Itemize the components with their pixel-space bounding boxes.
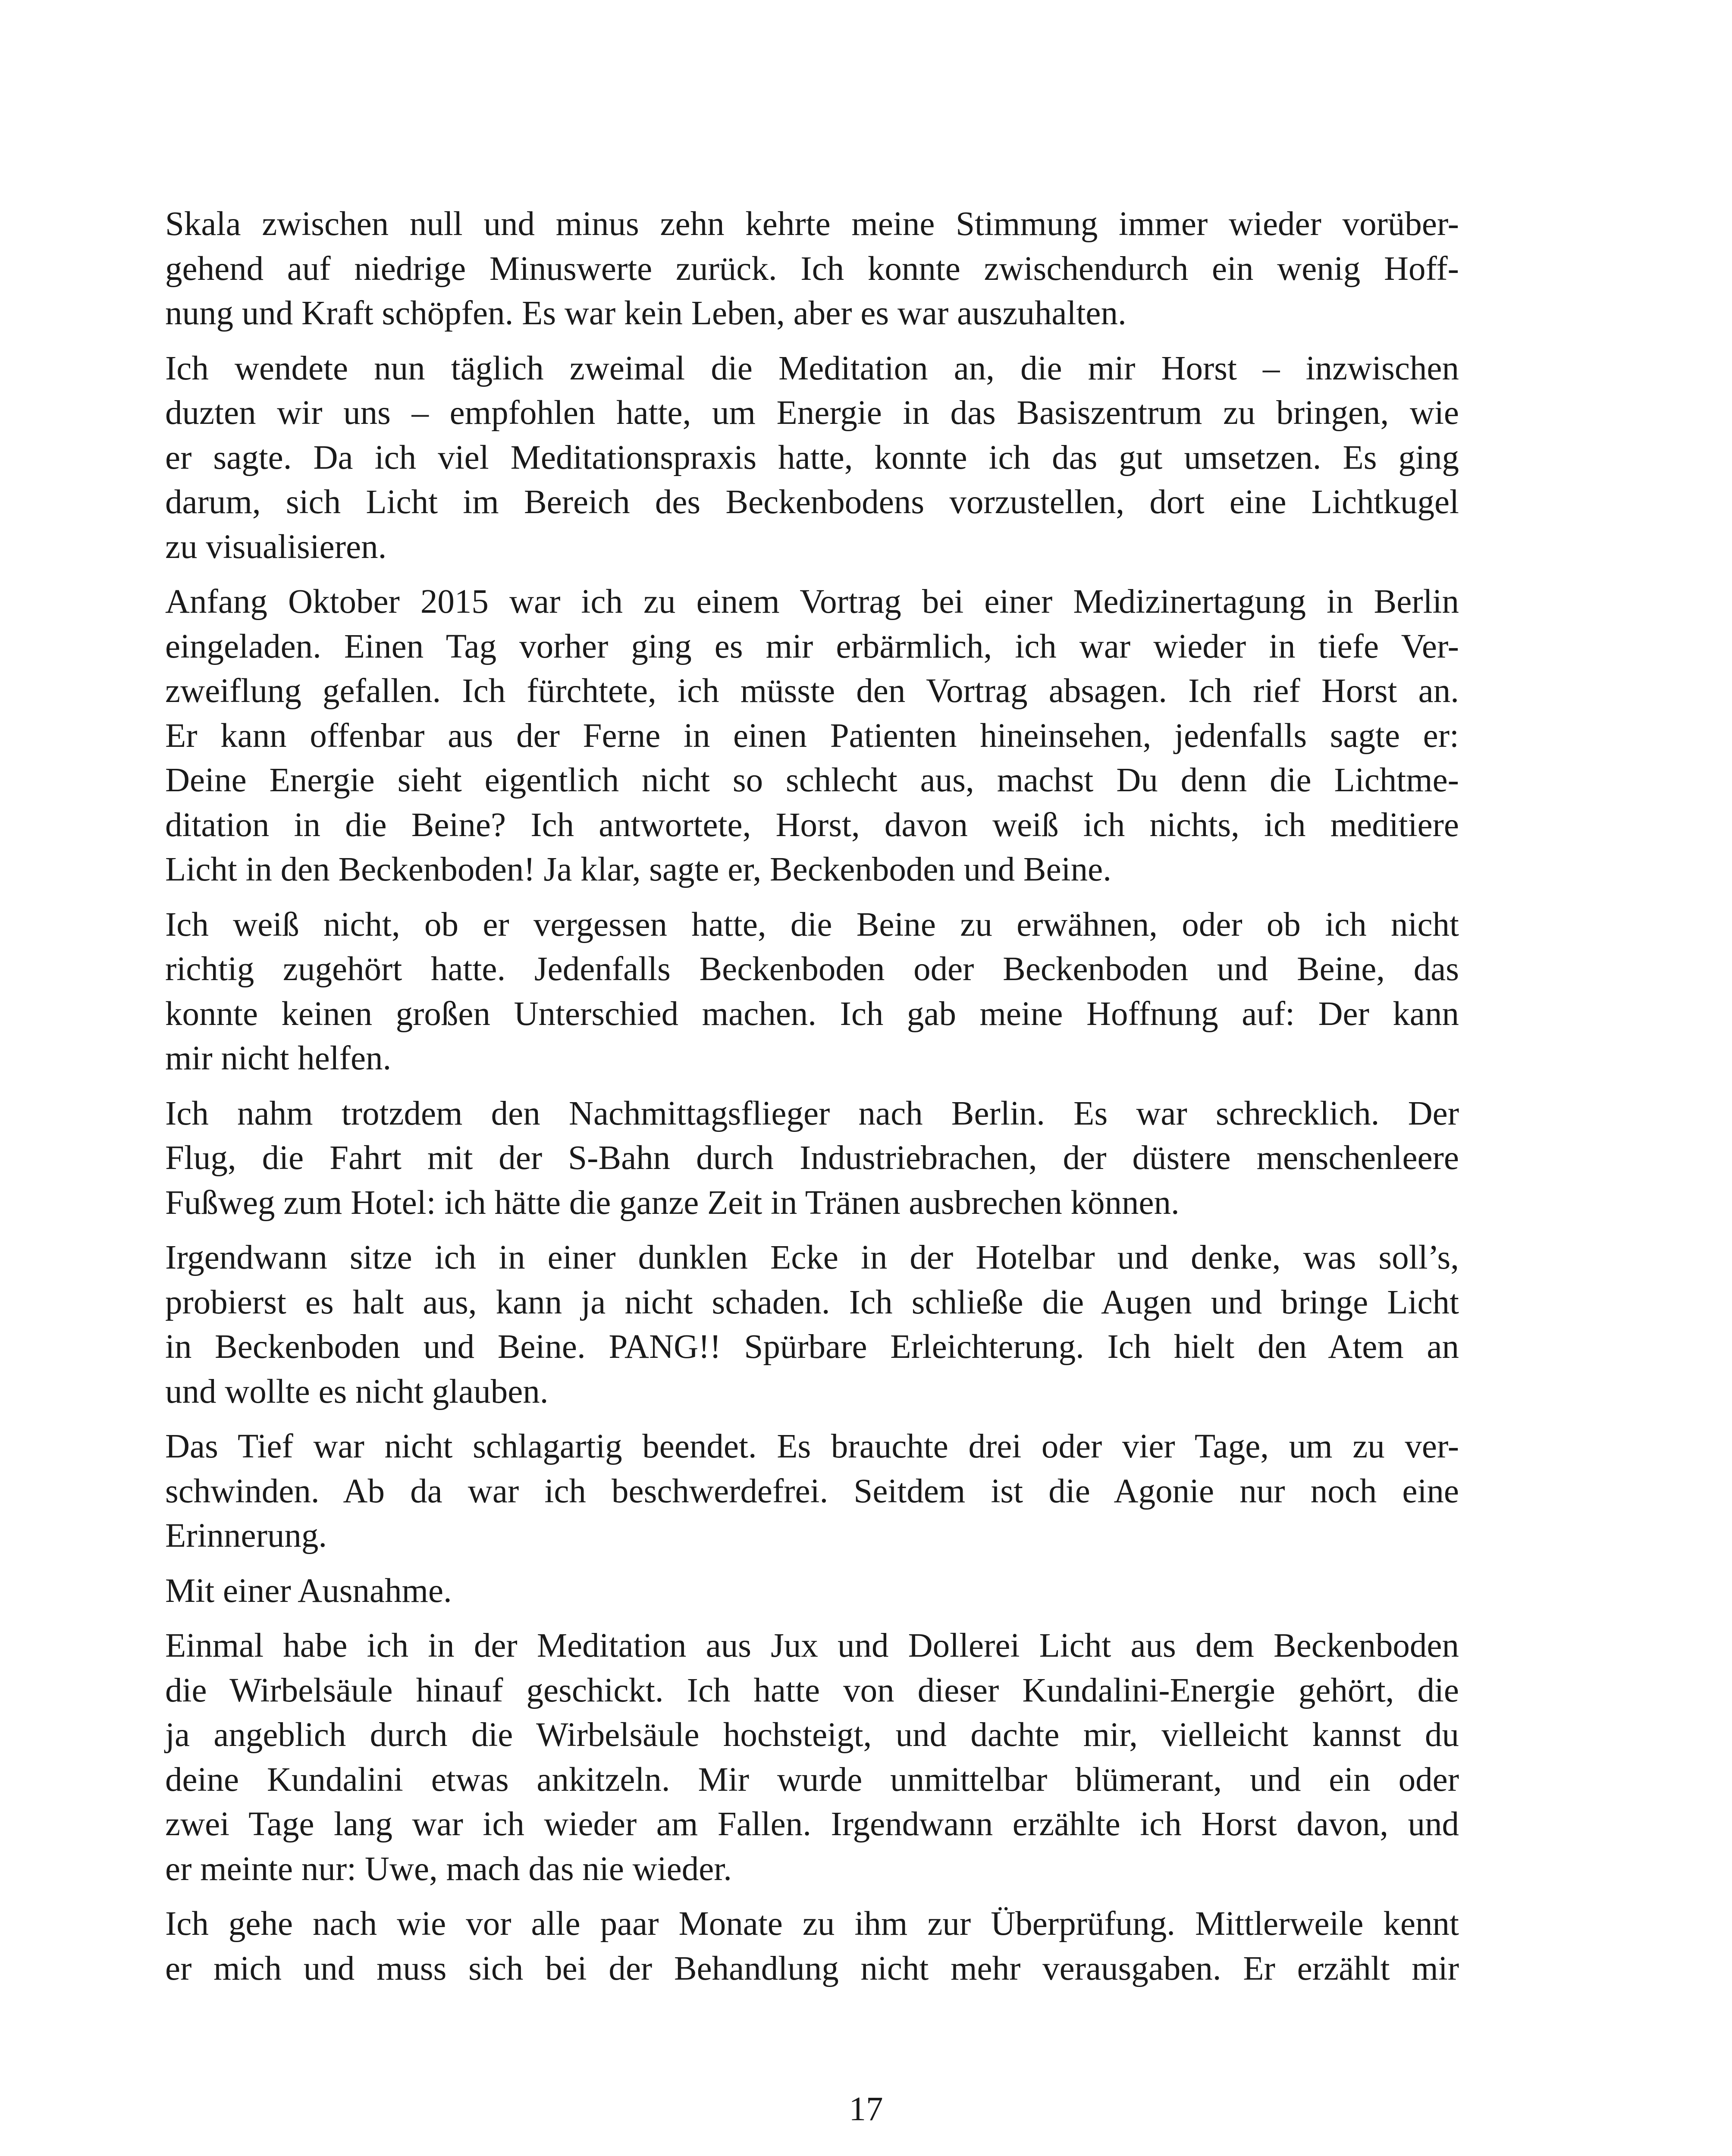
- text-line: Ich gehe nach wie vor alle paar Monate zu ihm zur Überprüfung. Mittlerweile kennt: [165, 1905, 1459, 1943]
- paragraph: [165, 346, 1459, 570]
- paragraph: [165, 580, 1459, 892]
- text-line: konnte keinen großen Unterschied machen. Ich gab meine Hoffnung auf: Der kann: [165, 995, 1459, 1033]
- body-text: [165, 202, 1459, 2001]
- text-line: Er kann offenbar aus der Ferne in einen Patienten hineinsehen, jedenfalls sagte er:: [165, 717, 1459, 755]
- text-line: gehend auf niedrige Minuswerte zurück. Ich konnte zwischendurch ein wenig Hoff-: [165, 250, 1459, 288]
- text-line: richtig zugehört hatte. Jedenfalls Beckenboden oder Beckenboden und Beine, das: [165, 950, 1459, 988]
- text-line: Erinnerung.: [165, 1517, 327, 1554]
- text-line: er mich und muss sich bei der Behandlung nicht mehr verausgaben. Er erzählt mir: [165, 1949, 1459, 1987]
- text-line: Skala zwischen null und minus zehn kehrte meine Stimmung immer wieder vorüber-: [165, 205, 1459, 243]
- text-line: Flug, die Fahrt mit der S-Bahn durch Industriebrachen, der düstere menschenleere: [165, 1139, 1459, 1177]
- paragraph: [165, 1569, 1459, 1614]
- text-line: ja angeblich durch die Wirbelsäule hochsteigt, und dachte mir, vielleicht kannst du: [165, 1716, 1459, 1754]
- paragraph: [165, 202, 1459, 336]
- text-line: ditation in die Beine? Ich antwortete, Horst, davon weiß ich nichts, ich meditiere: [165, 806, 1459, 844]
- text-line: er meinte nur: Uwe, mach das nie wieder.: [165, 1850, 732, 1888]
- text-line: zweiflung gefallen. Ich fürchtete, ich müsste den Vortrag absagen. Ich rief Horst an.: [165, 672, 1459, 710]
- text-line: nung und Kraft schöpfen. Es war kein Leben, aber es war auszuhalten.: [165, 295, 1126, 332]
- text-line: Licht in den Beckenboden! Ja klar, sagte er, Beckenboden und Beine.: [165, 851, 1111, 888]
- text-line: Einmal habe ich in der Meditation aus Jux und Dollerei Licht aus dem Beckenboden: [165, 1627, 1459, 1664]
- text-line: mir nicht helfen.: [165, 1040, 392, 1077]
- text-line: und wollte es nicht glauben.: [165, 1373, 549, 1410]
- text-line: in Beckenboden und Beine. PANG!! Spürbare Erleichterung. Ich hielt den Atem an: [165, 1328, 1459, 1366]
- text-line: zwei Tage lang war ich wieder am Fallen. Irgendwann erzählte ich Horst davon, und: [165, 1805, 1459, 1843]
- text-line: Mit einer Ausnahme.: [165, 1572, 452, 1610]
- text-line: Ich wendete nun täglich zweimal die Meditation an, die mir Horst – inzwischen: [165, 349, 1459, 387]
- paragraph: [165, 903, 1459, 1081]
- text-line: probierst es halt aus, kann ja nicht schaden. Ich schließe die Augen und bringe Licht: [165, 1283, 1459, 1321]
- text-line: zu visualisieren.: [165, 528, 387, 566]
- text-line: schwinden. Ab da war ich beschwerdefrei. Seitdem ist die Agonie nur noch eine: [165, 1472, 1459, 1510]
- text-line: Fußweg zum Hotel: ich hätte die ganze Zeit in Tränen ausbrechen können.: [165, 1184, 1180, 1222]
- paragraph: [165, 1424, 1459, 1558]
- paragraph: [165, 1623, 1459, 1891]
- paragraph: [165, 1902, 1459, 1991]
- text-line: duzten wir uns – empfohlen hatte, um Energie in das Basiszentrum zu bringen, wie: [165, 394, 1459, 432]
- page-number: 17: [849, 2090, 883, 2128]
- text-line: Ich weiß nicht, ob er vergessen hatte, die Beine zu erwähnen, oder ob ich nicht: [165, 906, 1459, 943]
- text-line: Ich nahm trotzdem den Nachmittagsflieger nach Berlin. Es war schrecklich. Der: [165, 1094, 1459, 1132]
- text-line: er sagte. Da ich viel Meditationspraxis hatte, konnte ich das gut umsetzen. Es ging: [165, 439, 1459, 476]
- text-line: Das Tief war nicht schlagartig beendet. Es brauchte drei oder vier Tage, um zu ver-: [165, 1428, 1459, 1465]
- text-line: eingeladen. Einen Tag vorher ging es mir erbärmlich, ich war wieder in tiefe Ver-: [165, 627, 1459, 665]
- text-line: Anfang Oktober 2015 war ich zu einem Vortrag bei einer Medizinertagung in Berlin: [165, 583, 1459, 620]
- text-line: Deine Energie sieht eigentlich nicht so schlecht aus, machst Du denn die Lichtme-: [165, 761, 1459, 799]
- text-line: darum, sich Licht im Bereich des Beckenbodens vorzustellen, dort eine Lichtkugel: [165, 483, 1459, 521]
- paragraph: [165, 1091, 1459, 1225]
- paragraph: [165, 1235, 1459, 1414]
- text-line: die Wirbelsäule hinauf geschickt. Ich hatte von dieser Kundalini-Energie gehört, die: [165, 1671, 1459, 1709]
- text-line: Irgendwann sitze ich in einer dunklen Ecke in der Hotelbar und denke, was soll’s,: [165, 1239, 1459, 1276]
- text-line: deine Kundalini etwas ankitzeln. Mir wurde unmittelbar blümerant, und ein oder: [165, 1761, 1459, 1799]
